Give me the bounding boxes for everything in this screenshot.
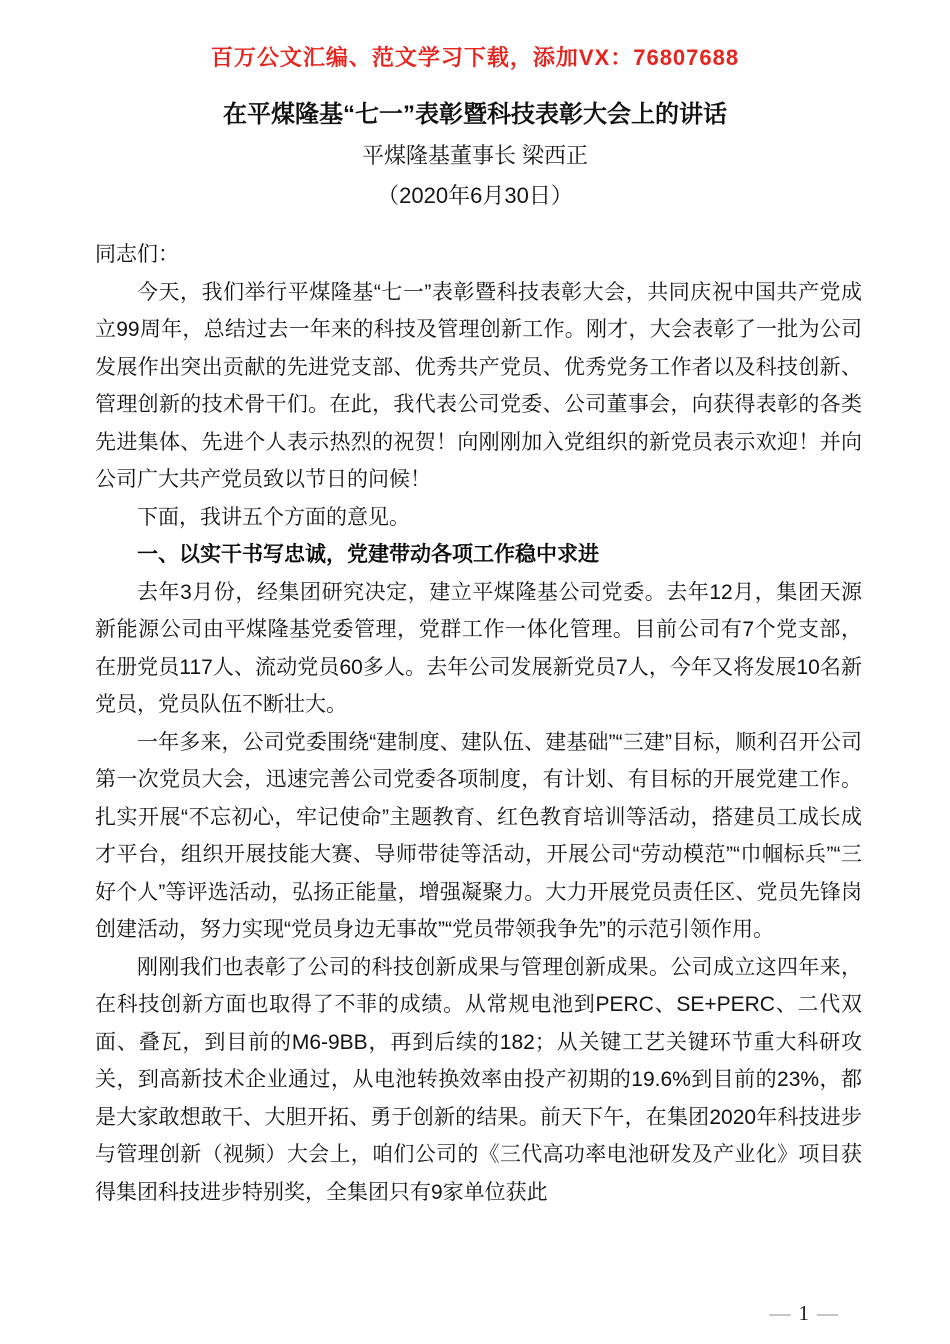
page-number-value: 1 <box>798 1301 809 1325</box>
section-heading-1: 一、以实干书写忠诚，党建带动各项工作稳中求进 <box>137 543 599 566</box>
document-body <box>95 236 862 1211</box>
body-paragraph: 刚刚我们也表彰了公司的科技创新成果与管理创新成果。公司成立这四年来，在科技创新方面也取得了不菲的成绩。从常规电池到PERC、SE+PERC、二代双面、叠瓦，到目前的M6-9BB，再到后续的182；从关键工艺关键环节重大科研攻关，到高新技术企业通过，从电池转换效率由投产初期的19.6%到目前的23%，都是大家敢想敢干、大胆开拓、勇于创新的结果。前天下午，在集团2020年科技进步与管理创新（视频）大会上，咱们公司的《三代高功率电池研发及产业化》项目获得集团科技进步特别奖，全集团只有9家单位获此 <box>95 955 862 1204</box>
document-author: 平煤隆基董事长 梁西正 <box>361 143 589 168</box>
body-paragraph: 下面，我讲五个方面的意见。 <box>137 505 410 529</box>
body-paragraph: 去年3月份，经集团研究决定，建立平煤隆基公司党委。去年12月，集团天源新能源公司由平煤隆基党委管理，党群工作一体化管理。目前公司有7个党支部，在册党员117人、流动党员60多人。去年公司发展新党员7人，今年又将发展10名新党员，党员队伍不断壮大。 <box>95 580 862 716</box>
watermark-banner: 百万公文汇编、范文学习下载，添加VX：76807688 <box>210 45 740 70</box>
page-number-dash-left: — <box>769 1301 791 1325</box>
document-date: （2020年6月30日） <box>377 183 573 208</box>
salutation-line: 同志们： <box>95 243 179 266</box>
body-paragraph: 一年多来，公司党委围绕“建制度、建队伍、建基础”“三建”目标，顺利召开公司第一次党员大会，迅速完善公司党委各项制度，有计划、有目标的开展党建工作。扎实开展“不忘初心，牢记使命”主题教育、红色教育培训等活动，搭建员工成长成才平台，组织开展技能大赛、导师带徒等活动，开展公司“劳动模范”“巾帼标兵”“三好个人”等评选活动，弘扬正能量，增强凝聚力。大力开展党员责任区、党员先锋岗创建活动，努力实现“党员身边无事故”“党员带领我争先”的示范引领作用。 <box>95 730 862 941</box>
document-title: 在平煤隆基“七一”表彰暨科技表彰大会上的讲话 <box>223 101 727 128</box>
page-number-dash-right: — <box>817 1301 838 1325</box>
body-paragraph: 今天，我们举行平煤隆基“七一”表彰暨科技表彰大会，共同庆祝中国共产党成立99周年，总结过去一年来的科技及管理创新工作。刚才，大会表彰了一批为公司发展作出突出贡献的先进党支部、优秀共产党员、优秀党务工作者以及科技创新、管理创新的技术骨干们。在此，我代表公司党委、公司董事会，向获得表彰的各类先进集体、先进个人表示热烈的祝贺！向刚刚加入党组织的新党员表示欢迎！并向公司广大共产党员致以节日的问候！ <box>95 280 862 491</box>
page-number <box>762 1301 847 1326</box>
